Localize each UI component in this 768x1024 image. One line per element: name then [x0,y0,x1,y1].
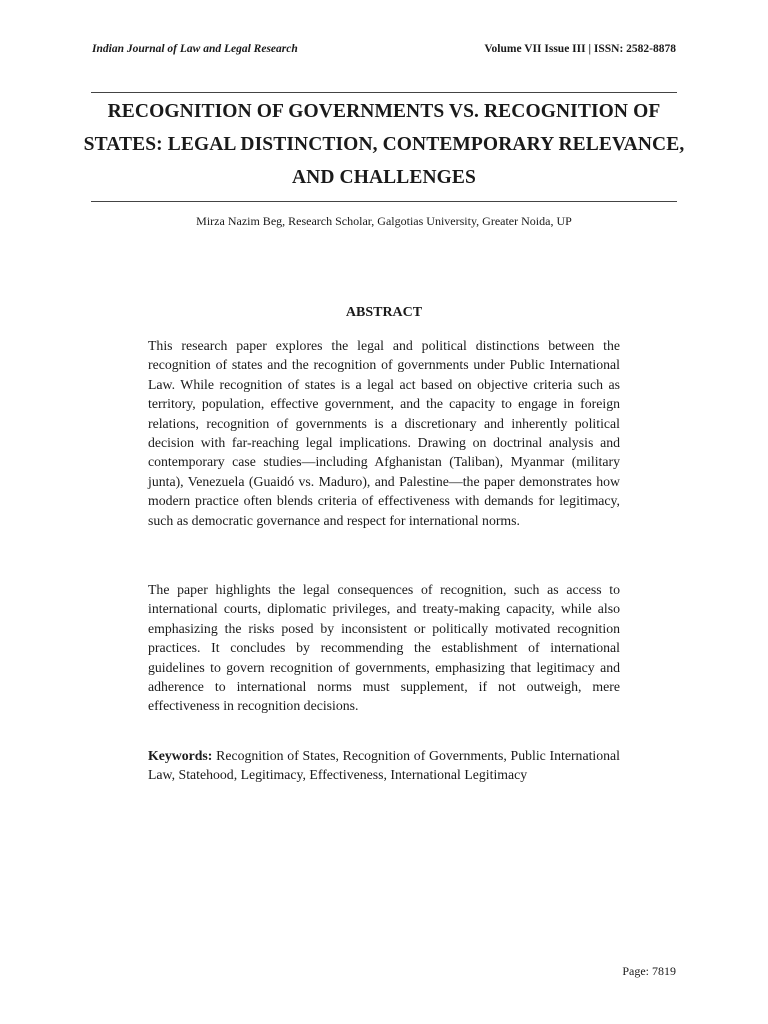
abstract-paragraph-1: This research paper explores the legal and political distinctions between the recognition of states and the recognition of governments under Public International Law. While recognition of states is a legal act based on objective criteria such as territory, population, effective government, and the capacity to engage in foreign relations, recognition of governments is a discretionary and inherently political decision with far-reaching legal implications. Drawing on doctrinal analysis and contemporary case studies—including Afghanistan (Taliban), Myanmar (military junta), Venezuela (Guaidó vs. Maduro), and Palestine—the paper demonstrates how modern practice often blends criteria of effectiveness with demands for legitimacy, such as democratic governance and respect for international norms. [148,338,620,528]
title-rule-bottom [91,201,677,202]
running-header [92,43,676,55]
keywords [148,746,620,785]
keywords-label: Keywords: [148,748,213,763]
volume-issue-issn: Volume VII Issue III | ISSN: 2582-8878 [484,43,676,55]
abstract-paragraph-2: The paper highlights the legal consequences of recognition, such as access to international courts, diplomatic privileges, and treaty-making capacity, while also emphasizing the risks posed by inconsistent or politically motivated recognition practices. It concludes by recommending the establishment of international guidelines to govern recognition of governments, emphasizing that legitimacy and adherence to international norms must supplement, if not outweigh, mere effectiveness in recognition decisions. [148,582,620,714]
title-rule-top [91,92,677,93]
author-line: Mirza Nazim Beg, Research Scholar, Galgotias University, Greater Noida, UP [196,214,572,228]
abstract-heading: ABSTRACT [345,305,423,320]
journal-name: Indian Journal of Law and Legal Research [92,43,298,55]
paper-title: RECOGNITION OF GOVERNMENTS VS. RECOGNITION OF STATES: LEGAL DISTINCTION, CONTEMPORARY RELEVANCE, AND CHALLENGES [83,101,685,188]
keywords-list: Recognition of States, Recognition of Governments, Public International Law, Statehood, Legitimacy, Effectiveness, International Legitimacy [148,748,621,783]
page-number: Page: 7819 [622,964,676,978]
